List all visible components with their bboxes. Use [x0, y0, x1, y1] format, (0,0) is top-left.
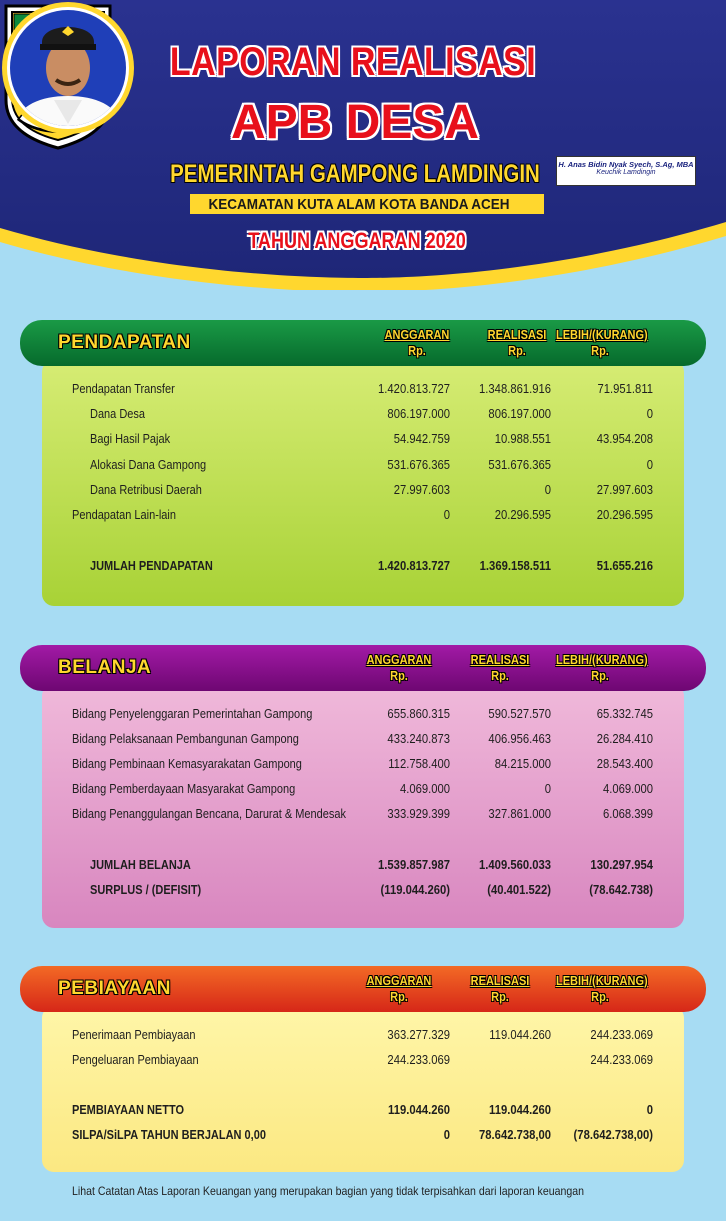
footnote: Lihat Catatan Atas Laporan Keuangan yang merupakan bagian yang tidak terpisahkan dari laporan keuangan: [72, 1184, 584, 1198]
belanja-col-realisasi: REALISASI Rp.: [470, 653, 530, 683]
table-row: Bidang Penanggulangan Bencana, Darurat & Mendesak 333.929.399 327.861.000 6.068.399: [72, 807, 653, 821]
table-row: Dana Retribusi Daerah 27.997.603 0 27.997.603: [90, 483, 653, 497]
pembiayaan-netto-row: PEMBIAYAAN NETTO 119.044.260 119.044.260 0: [72, 1103, 653, 1117]
table-row: Pendapatan Lain-lain 0 20.296.595 20.296.595: [72, 508, 653, 522]
pendapatan-col-anggaran: ANGGARAN Rp.: [384, 328, 450, 358]
pendapatan-total-row: JUMLAH PENDAPATAN 1.420.813.727 1.369.158.511 51.655.216: [90, 559, 653, 573]
report-header: [0, 0, 726, 290]
government-name: PEMERINTAH GAMPONG LAMDINGIN: [170, 160, 540, 188]
table-row: Pendapatan Transfer 1.420.813.727 1.348.861.916 71.951.811: [72, 382, 653, 396]
pendapatan-title: PENDAPATAN: [58, 332, 191, 353]
table-row: Dana Desa 806.197.000 806.197.000 0: [90, 407, 653, 421]
official-caption: [556, 156, 696, 186]
official-photo: [0, 0, 136, 150]
pembiayaan-col-realisasi: REALISASI Rp.: [470, 974, 530, 1004]
pendapatan-col-selisih: LEBIH/(KURANG) Rp.: [556, 328, 648, 358]
table-row: Bagi Hasil Pajak 54.942.759 10.988.551 43.954.208: [90, 432, 653, 446]
table-row: Pengeluaran Pembiayaan 244.233.069 244.233.069: [72, 1053, 653, 1067]
pendapatan-col-realisasi: REALISASI Rp.: [487, 328, 547, 358]
official-name: H. Anas Bidin Nyak Syech, S.Ag, MBA: [558, 160, 694, 169]
report-title-line2: APB DESA: [230, 96, 480, 149]
table-row: Alokasi Dana Gampong 531.676.365 531.676.365 0: [90, 458, 653, 472]
table-row: Penerimaan Pembiayaan 363.277.329 119.044.260 244.233.069: [72, 1028, 653, 1042]
silpa-row: SILPA/SiLPA TAHUN BERJALAN 0,00 0 78.642.738,00 (78.642.738,00): [72, 1128, 653, 1142]
table-row: Bidang Pemberdayaan Masyarakat Gampong 4.069.000 0 4.069.000: [72, 782, 653, 796]
belanja-total-row: JUMLAH BELANJA 1.539.857.987 1.409.560.033 130.297.954: [90, 858, 653, 872]
belanja-title: BELANJA: [58, 657, 152, 678]
table-row: Bidang Pelaksanaan Pembangunan Gampong 433.240.873 406.956.463 26.284.410: [72, 732, 653, 746]
belanja-col-anggaran: ANGGARAN Rp.: [366, 653, 432, 683]
official-title: Keuchik Lamdingin: [596, 169, 656, 176]
belanja-col-selisih: LEBIH/(KURANG) Rp.: [556, 653, 648, 683]
pembiayaan-col-selisih: LEBIH/(KURANG) Rp.: [556, 974, 648, 1004]
surplus-row: SURPLUS / (DEFISIT) (119.044.260) (40.401.522) (78.642.738): [90, 883, 653, 897]
fiscal-year: TAHUN ANGGARAN 2020: [248, 228, 466, 253]
pembiayaan-title: PEBIAYAAN: [58, 978, 171, 999]
report-title-line1: LAPORAN REALISASI: [169, 40, 537, 84]
table-row: Bidang Pembinaan Kemasyarakatan Gampong 112.758.400 84.215.000 28.543.400: [72, 757, 653, 771]
district-name: KECAMATAN KUTA ALAM KOTA BANDA ACEH: [208, 196, 510, 213]
pembiayaan-col-anggaran: ANGGARAN Rp.: [366, 974, 432, 1004]
table-row: Bidang Penyelenggaran Pemerintahan Gampong 655.860.315 590.527.570 65.332.745: [72, 707, 653, 721]
